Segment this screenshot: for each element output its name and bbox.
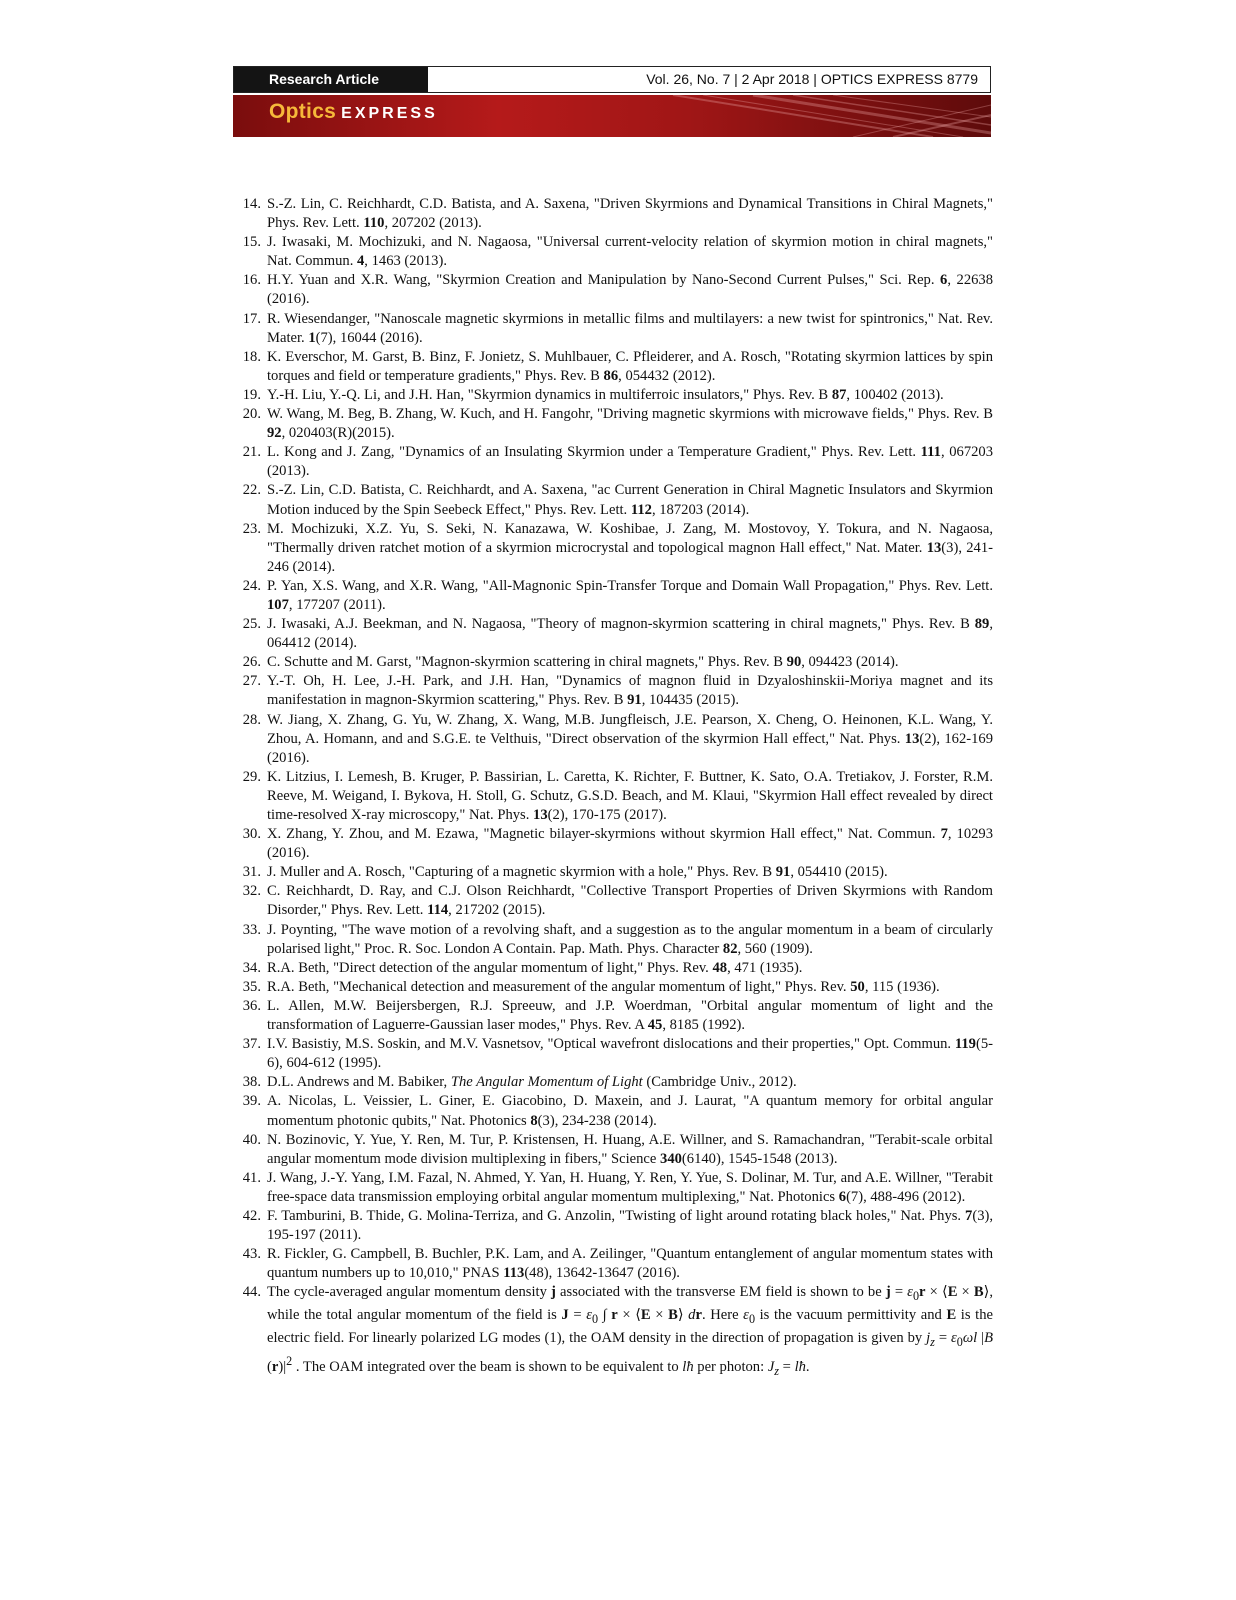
reference-item-note: 44. The cycle-averaged angular momentum density j associated with the transverse EM field is shown to be $j = \varepsilon_0r$ × ⟨E × B⟩, while the total angular momentum of the field is $J = \varepsilon_0$ ∫ r × ⟨E × B⟩ dr. Here $\varepsilon_0$ is the vacuum permittivity and E is the electric field. For linearly polarized LG modes (1), the OAM density in the direction of propagation is given by $j_z = \varepsilon_0\omega l$ |B $(r)|^2$ . The OAM integrated over the beam is shown to be equivalent to lħ per photon: $J_z$ = lħ.	[235, 1283, 993, 1381]
reference-item: 28. W. Jiang, X. Zhang, G. Yu, W. Zhang, X. Wang, M.B. Jungfleisch, J.E. Pearson, X. Cheng, O. Heinonen, K.L. Wang, Y. Zhou, A. Homann, and and S.G.E. te Velthuis, "Direct observation of the skyrmion Hall effect," Nat. Phys. 13(2), 162-169 (2016).	[242, 711, 993, 766]
reference-item: 42. F. Tamburini, B. Thide, G. Molina-Terriza, and G. Anzolin, "Twisting of light around rotating black holes," Nat. Phys. 7(3), 195-197 (2011).	[242, 1207, 993, 1244]
reference-item: 37. I.V. Basistiy, M.S. Soskin, and M.V. Vasnetsov, "Optical wavefront dislocations and their properties," Opt. Commun. 119(5-6), 604-612 (1995).	[242, 1036, 993, 1072]
reference-item: 27. Y.-T. Oh, H. Lee, J.-H. Park, and J.H. Han, "Dynamics of magnon fluid in Dzyaloshinskii-Moriya magnet and its manifestation in magnon-Skyrmion scattering," Phys. Rev. B 91, 104435 (2015).	[242, 673, 993, 709]
journal-banner	[233, 95, 991, 137]
logo-express: EXPRESS	[341, 105, 438, 122]
reference-item: 39. A. Nicolas, L. Veissier, L. Giner, E. Giacobino, D. Maxein, and J. Laurat, "A quantum memory for orbital angular momentum photonic qubits," Nat. Photonics 8(3), 234-238 (2014).	[242, 1093, 993, 1129]
reference-item: 32. C. Reichhardt, D. Ray, and C.J. Olson Reichhardt, "Collective Transport Properties of Driven Skyrmions with Random Disorder," Phys. Rev. Lett. 114, 217202 (2015).	[242, 883, 993, 919]
oam-density-note: The cycle-averaged angular momentum density j associated with the transverse EM field is shown to be $j = \varepsilon_0r$ × ⟨E × B⟩, while the total angular momentum of the field is $J = \varepsilon_0$ ∫ r × ⟨E × B⟩ dr. Here $\varepsilon_0$ is the vacuum permittivity and E is the electric field. For linearly polarized LG modes (1), the OAM density in the direction of propagation is given by $j_z = \varepsilon_0\omega l$ |B $(r)|^2$ . The OAM integrated over the beam is shown to be equivalent to lħ per photon: $J_z$ = lħ.	[267, 1284, 993, 1379]
reference-item: 14. S.-Z. Lin, C. Reichhardt, C.D. Batista, and A. Saxena, "Driven Skyrmions and Dynamical Transitions in Chiral Magnets," Phys. Rev. Lett. 110, 207202 (2013).	[242, 196, 993, 232]
article-type-label: Research Article	[234, 67, 428, 92]
reference-item: 21. L. Kong and J. Zang, "Dynamics of an Insulating Skyrmion under a Temperature Gradient," Phys. Rev. Lett. 111, 067203 (2013).	[242, 444, 994, 480]
journal-header-bar	[233, 66, 991, 93]
logo-optics: Optics	[269, 100, 337, 123]
reference-item: 33. J. Poynting, "The wave motion of a revolving shaft, and a suggestion as to the angular momentum in a beam of circularly polarised light," Proc. R. Soc. London A Contain. Pap. Math. Phys. Character 82, 560 (1909).	[242, 921, 993, 957]
reference-item: 25. J. Iwasaki, A.J. Beekman, and N. Nagaosa, "Theory of magnon-skyrmion scattering in chiral magnets," Phys. Rev. B 89, 064412 (2014).	[242, 616, 993, 652]
reference-item: 41. J. Wang, J.-Y. Yang, I.M. Fazal, N. Ahmed, Y. Yan, H. Huang, Y. Ren, Y. Yue, S. Dolinar, M. Tur, and A.E. Willner, "Terabit free-space data transmission employing orbital angular momentum multiplexing," Nat. Photonics 6(7), 488-496 (2012).	[242, 1169, 993, 1205]
reference-item: 40. N. Bozinovic, Y. Yue, Y. Ren, M. Tur, P. Kristensen, H. Huang, A.E. Willner, and S. Ramachandran, "Terabit-scale orbital angular momentum mode division multiplexing in fibers," Science 340(6140), 1545-1548 (2013).	[242, 1131, 993, 1167]
reference-item: 34. R.A. Beth, "Direct detection of the angular momentum of light," Phys. Rev. 48, 471 (1935).	[242, 959, 803, 976]
reference-item: 19. Y.-H. Liu, Y.-Q. Li, and J.H. Han, "Skyrmion dynamics in multiferroic insulators," Phys. Rev. B 87, 100402 (2013).	[242, 386, 944, 403]
reference-item: 35. R.A. Beth, "Mechanical detection and measurement of the angular momentum of light," Phys. Rev. 50, 115 (1936).	[242, 978, 940, 995]
reference-item: 38. D.L. Andrews and M. Babiker, The Angular Momentum of Light (Cambridge Univ., 2012).	[242, 1074, 797, 1091]
reference-item: 22. S.-Z. Lin, C.D. Batista, C. Reichhardt, and A. Saxena, "ac Current Generation in Chiral Magnetic Insulators and Skyrmion Motion induced by the Spin Seebeck Effect," Phys. Rev. Lett. 112, 187203 (2014).	[242, 482, 993, 518]
reference-item: 20. W. Wang, M. Beg, B. Zhang, W. Kuch, and H. Fangohr, "Driving magnetic skyrmions with microwave fields," Phys. Rev. B 92, 020403(R)(2015).	[242, 406, 993, 442]
reference-item: 23. M. Mochizuki, X.Z. Yu, S. Seki, N. Kanazawa, W. Koshibae, J. Zang, M. Mostovoy, Y. Tokura, and N. Nagaosa, "Thermally driven ratchet motion of a skyrmion microcrystal and topological magnon Hall effect," Nat. Mater. 13(3), 241-246 (2014).	[242, 520, 993, 575]
reference-item: 16. H.Y. Yuan and X.R. Wang, "Skyrmion Creation and Manipulation by Nano-Second Current Pulses," Sci. Rep. 6, 22638 (2016).	[242, 272, 994, 308]
reference-list	[235, 195, 993, 1381]
volume-info: Vol. 26, No. 7 | 2 Apr 2018 | OPTICS EXPRESS 8779	[646, 71, 978, 87]
reference-item: 43. R. Fickler, G. Campbell, B. Buchler, P.K. Lam, and A. Zeilinger, "Quantum entanglement of angular momentum states with quantum numbers up to 10,010," PNAS 113(48), 13642-13647 (2016).	[242, 1246, 993, 1282]
reference-item: 36. L. Allen, M.W. Beijersbergen, R.J. Spreeuw, and J.P. Woerdman, "Orbital angular momentum of light and the transformation of Laguerre-Gaussian laser modes," Phys. Rev. A 45, 8185 (1992).	[242, 997, 993, 1034]
reference-item: 18. K. Everschor, M. Garst, B. Binz, F. Jonietz, S. Muhlbauer, C. Pfleiderer, and A. Rosch, "Rotating skyrmion lattices by spin torques and field or temperature gradients," Phys. Rev. B 86, 054432 (2012).	[242, 348, 993, 384]
reference-item: 24. P. Yan, X.S. Wang, and X.R. Wang, "All-Magnonic Spin-Transfer Torque and Domain Wall Propagation," Phys. Rev. Lett. 107, 177207 (2011).	[242, 577, 993, 613]
journal-logo	[269, 100, 438, 124]
reference-item: 31. J. Muller and A. Rosch, "Capturing of a magnetic skyrmion with a hole," Phys. Rev. B 91, 054410 (2015).	[242, 864, 888, 881]
reference-item: 30. X. Zhang, Y. Zhou, and M. Ezawa, "Magnetic bilayer-skyrmions without skyrmion Hall effect," Nat. Commun. 7, 10293 (2016).	[242, 826, 994, 862]
reference-item: 29. K. Litzius, I. Lemesh, B. Kruger, P. Bassirian, L. Caretta, K. Richter, F. Buttner, K. Sato, O.A. Tretiakov, J. Forster, R.M. Reeve, M. Weigand, I. Bykova, H. Stoll, G. Schutz, G.S.D. Beach, and M. Klaui, "Skyrmion Hall effect revealed by direct time-resolved X-ray microscopy," Nat. Phys. 13(2), 170-175 (2017).	[242, 768, 993, 823]
reference-item: 15. J. Iwasaki, M. Mochizuki, and N. Nagaosa, "Universal current-velocity relation of skyrmion motion in chiral magnets," Nat. Commun. 4, 1463 (2013).	[242, 234, 993, 270]
reference-item: 17. R. Wiesendanger, "Nanoscale magnetic skyrmions in metallic films and multilayers: a new twist for spintronics," Nat. Rev. Mater. 1(7), 16044 (2016).	[242, 310, 993, 346]
reference-item: 26. C. Schutte and M. Garst, "Magnon-skyrmion scattering in chiral magnets," Phys. Rev. B 90, 094423 (2014).	[242, 654, 899, 671]
